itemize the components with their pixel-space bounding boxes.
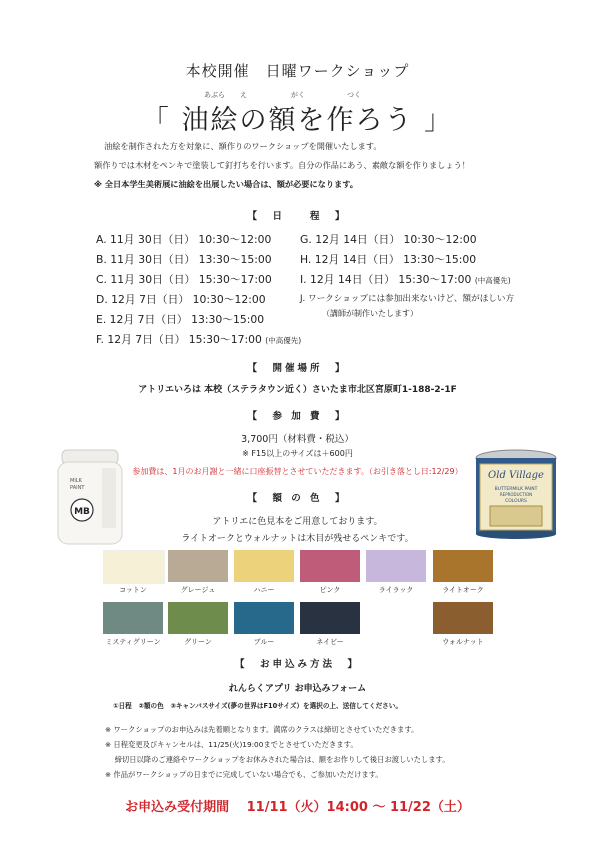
color-swatch-label: ピンク [319, 586, 341, 594]
fee-heading: 【 参 加 費 】 [247, 411, 348, 422]
schedule-item-c: C. 11月 30日（日） 15:30〜17:00 [96, 273, 272, 286]
color-swatch [300, 602, 360, 634]
color-swatch-label: ネイビー [316, 638, 344, 646]
page-title: 「 油絵の額を作ろう 」 [141, 105, 454, 136]
schedule-item-g: G. 12月 14日（日） 10:30〜12:00 [300, 233, 477, 246]
schedule-item-h: H. 12月 14日（日） 13:30〜15:00 [300, 253, 477, 266]
apply-note-3: 締切日以降のご連絡やワークショップをお休みされた場合は、額をお作りして後日お渡しいたします。 [105, 755, 450, 764]
fee-extra: ※ F15以上のサイズは＋600円 [242, 449, 353, 458]
ruby-gaku: がく [291, 91, 305, 99]
svg-text:MILK: MILK [70, 478, 82, 484]
color-swatch-label: ハニー [253, 586, 275, 594]
schedule-item-d: D. 12月 7日（日） 10:30〜12:00 [96, 293, 266, 306]
color-swatch-label: ミスティグリーン [105, 638, 161, 646]
svg-text:MB: MB [74, 507, 90, 517]
schedule-item-i: I. 12月 14日（日） 15:30〜17:00 (中高優先) [300, 273, 511, 286]
color-swatch-label: グリーン [184, 638, 212, 646]
intro-line-1: 油絵を制作された方を対象に、額作りのワークショップを開催いたします。 [104, 141, 382, 151]
color-swatch-label: ライラック [378, 586, 414, 594]
color-swatch [433, 602, 493, 634]
color-swatch [234, 602, 294, 634]
colors-intro-2: ライトオークとウォルナットは木目が残せるペンキです。 [181, 534, 414, 544]
color-swatch [300, 550, 360, 582]
color-swatch [168, 602, 228, 634]
ruby-abura: あぶら [204, 91, 225, 99]
apply-note-1: ※ ワークショップのお申込みは先着順となります。満席のクラスは締切とさせていただきます。 [105, 725, 419, 734]
svg-text:Old Village: Old Village [488, 470, 544, 481]
intro-line-2: 額作りでは木材をペンキで塗装して釘打ちを行います。自分の作品にあう、素敵な額を作りましょう！ [94, 160, 470, 170]
subtitle: 本校開催 日曜ワークショップ [185, 62, 410, 80]
color-swatch-label: コットン [119, 586, 147, 594]
schedule-item-j: J. ワークショップには参加出来ないけど、額がほしい方 [300, 294, 515, 304]
color-swatch [103, 602, 163, 634]
intro-note: ※ 全日本学生美術展に油絵を出展したい場合は、額が必要になります。 [94, 179, 358, 189]
fee-payment-note: 参加費は、1月のお月謝と一緒に口座振替とさせていただきます。（お引き落とし日:12/29） [132, 467, 463, 476]
color-swatch [168, 550, 228, 582]
apply-steps: ①日程 ②額の色 ③キャンバスサイズ(夢の世界はF10サイズ）を選択の上、送信してください。 [113, 702, 402, 710]
colors-heading: 【 額 の 色 】 [247, 493, 348, 504]
colors-intro-1: アトリエに色見本をご用意しております。 [212, 517, 383, 527]
color-swatch [234, 550, 294, 582]
svg-text:PAINT: PAINT [70, 485, 85, 491]
color-swatch [103, 550, 165, 584]
schedule-item-e: E. 12月 7日（日） 13:30〜15:00 [96, 313, 265, 326]
ruby-e: え [240, 91, 247, 99]
venue-text: アトリエいろは 本校（ステラタウン近く）さいたま市北区宮原町1-188-2-1F [138, 385, 457, 395]
svg-text:BUTTERMILK PAINT: BUTTERMILK PAINT [494, 487, 538, 492]
color-swatch-label: グレージュ [180, 586, 216, 594]
venue-heading: 【 開催場所 】 [247, 363, 348, 374]
color-swatch-label: ウォルナット [442, 638, 484, 646]
application-period: お申込み受付期間 11/11（火）14:00 〜 11/22（土） [125, 800, 470, 815]
color-swatch [366, 550, 426, 582]
color-swatch-label: ブルー [253, 638, 275, 646]
schedule-item-b: B. 11月 30日（日） 13:30〜15:00 [96, 253, 272, 266]
svg-text:REPRODUCTION: REPRODUCTION [499, 492, 533, 497]
apply-heading: 【 お申込み方法 】 [234, 659, 360, 670]
color-swatch-label: ライトオーク [442, 586, 484, 594]
ruby-tsuku: つく [347, 91, 361, 99]
schedule-heading: 【 日 程 】 [247, 211, 348, 222]
svg-text:COLOURS: COLOURS [505, 499, 527, 504]
fee-amount: 3,700円（材料費・税込） [241, 434, 354, 445]
schedule-item-j-note: （講師が制作いたします） [322, 309, 418, 318]
apply-form-name: れんらくアプリ お申込みフォーム [228, 684, 367, 694]
apply-note-4: ※ 作品がワークショップの日までに完成していない場合でも、ご参加いただけます。 [105, 770, 383, 779]
apply-note-2: ※ 日程変更及びキャンセルは、11/25(火)19:00までとさせていただきます。 [105, 740, 358, 749]
schedule-item-f: F. 12月 7日（日） 15:30〜17:00 (中高優先) [96, 333, 302, 346]
color-swatch [433, 550, 493, 582]
schedule-item-a: A. 11月 30日（日） 10:30〜12:00 [96, 233, 272, 246]
